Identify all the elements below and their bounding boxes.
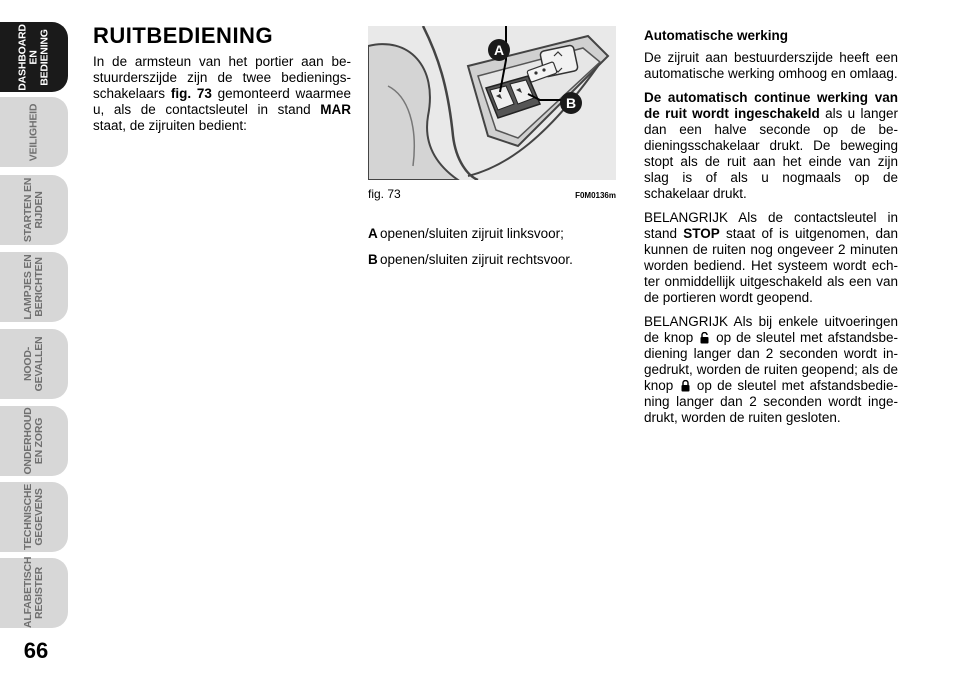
intro-column (93, 23, 352, 142)
paragraph-automatic: De zijruit aan bestuurderszijde heeft een automatische werking omhoog en omlaag. (644, 50, 898, 81)
figure-reference: fig. 73 (170, 86, 212, 101)
figure-label: fig. 73 (368, 187, 401, 201)
tab-technische[interactable] (0, 482, 68, 552)
tab-label: ALFABETISCH REGISTER (22, 556, 45, 628)
intro-text: staat, de zijruiten bedient: (93, 118, 247, 133)
paragraph-text: op de sleutel met afstandsbe-diening langer dan 2 seconden wordt in-gedrukt, worden de ruiten geopend; als de knop (644, 330, 899, 393)
window-switch-figure (368, 26, 616, 180)
callout-b: B (565, 95, 577, 111)
legend-item (368, 252, 616, 268)
tab-register[interactable] (0, 558, 68, 628)
tab-dashboard[interactable] (0, 22, 68, 92)
page-number: 66 (23, 638, 49, 663)
figure-code: F0M0136m (575, 191, 616, 200)
tab-veiligheid[interactable] (0, 97, 68, 167)
tab-label: TECHNISCHE GEGEVENS (22, 483, 45, 551)
paragraph-important-remote (644, 314, 898, 426)
legend-text: openen/sluiten zijruit linksvoor; (380, 226, 564, 241)
legend-letter: A (368, 226, 378, 241)
stop-position: STOP (683, 226, 720, 241)
figure-legend (368, 226, 616, 268)
tab-label: DASHBOARD EN BEDIENING (16, 23, 51, 91)
callout-a: A (493, 42, 505, 58)
lock-icon (681, 380, 690, 392)
figure-caption (368, 186, 616, 204)
legend-text: openen/sluiten zijruit rechtsvoor. (380, 252, 573, 267)
legend-letter: B (368, 252, 378, 267)
intro-text: gemonteerd waarmee u, als de contactsleutel in stand (93, 86, 352, 117)
tab-label: VEILIGHEID (27, 103, 40, 161)
mar-position: MAR (320, 102, 351, 117)
tab-label: LAMPJES EN BERICHTEN (22, 254, 45, 320)
continuous-emphasis: De automatisch continue werking van de ruit wordt ingeschakeld (644, 90, 898, 121)
tab-lampjes[interactable] (0, 252, 68, 322)
paragraph-important-stop (644, 210, 898, 306)
figure-column (368, 26, 616, 278)
tab-label: STARTEN EN RIJDEN (22, 177, 45, 243)
tab-onderhoud[interactable] (0, 406, 68, 476)
unlock-icon (700, 332, 709, 344)
chapter-tabs (0, 0, 70, 640)
paragraph-continuous (644, 90, 898, 202)
tab-noodgevallen[interactable] (0, 329, 68, 399)
automatic-operation-column (644, 28, 898, 434)
legend-item (368, 226, 616, 242)
door-armrest-illustration (368, 26, 616, 180)
paragraph-text: als u langer dan een halve seconde op de be-dieningsschakelaar drukt. De beweging stopt als de ruit aan het einde van zijn slag is of als u nogmaals op de schakelaar drukt. (644, 106, 899, 201)
paragraph-text: staat of is uitgenomen, dan kunnen de ruiten nog ongeveer 2 minuten worden bediend. Het systeem wordt ech-ter onmiddellijk uitgeschakeld als een van de portieren wordt geopend. (644, 226, 898, 305)
tab-starten[interactable] (0, 175, 68, 245)
section-heading: Automatische werking (644, 28, 789, 43)
intro-paragraph (93, 54, 351, 134)
paragraph-text: op de sleutel met afstandsbedie-ning langer dan 2 seconden wordt inge-drukt, worden de ruiten gesloten. (644, 378, 898, 425)
tab-label: ONDERHOUD EN ZORG (22, 407, 45, 475)
paragraph-text: BELANGRIJK Als de contactsleutel in stand (644, 210, 898, 241)
tab-label: NOOD- GEVALLEN (22, 336, 45, 392)
page-title: RUITBEDIENING (93, 23, 274, 48)
intro-text: In de armsteun van het portier aan be-stuurderszijde zijn de twee bedienings-schakelaars (93, 54, 351, 101)
paragraph-text: BELANGRIJK Als bij enkele uitvoeringen de knop (644, 314, 898, 345)
